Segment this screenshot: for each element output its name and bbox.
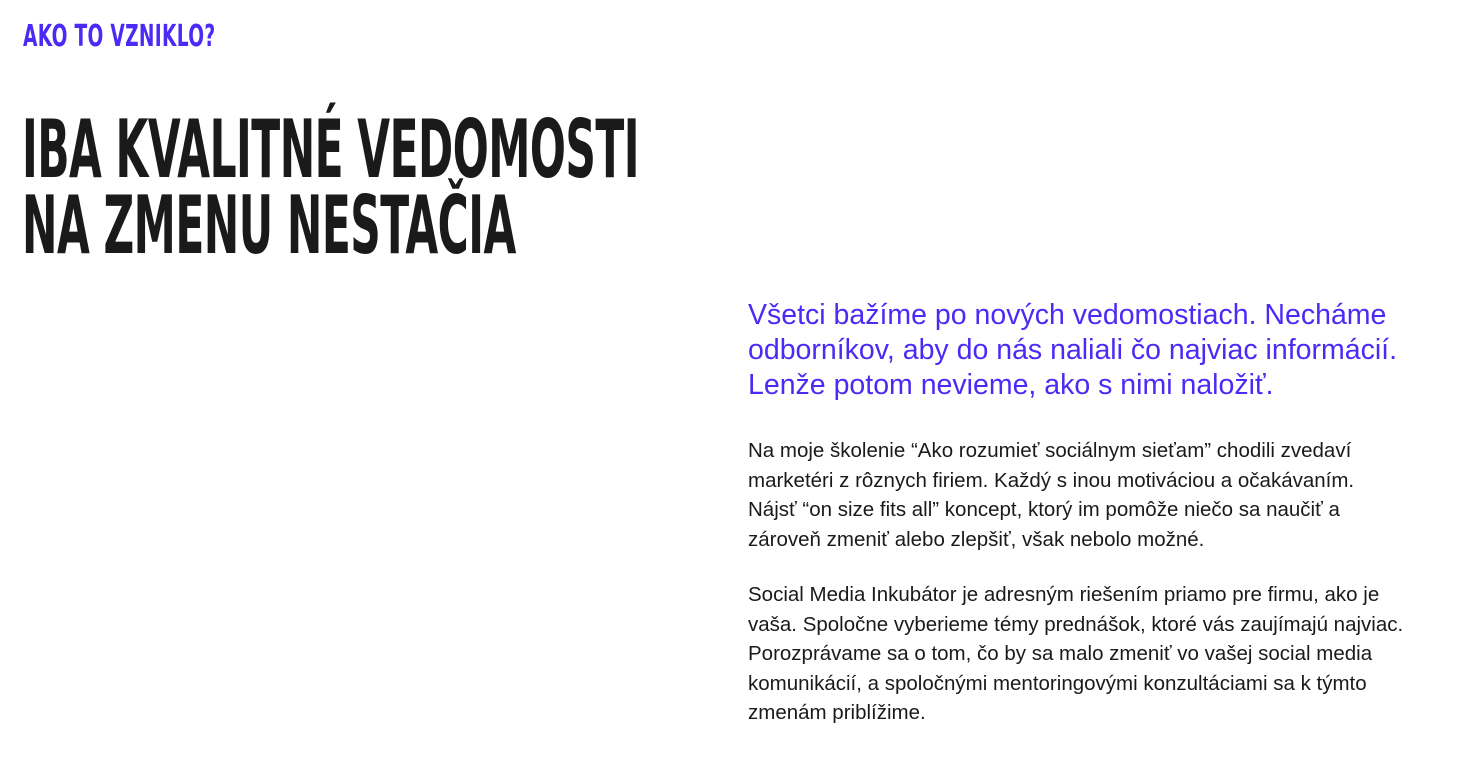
body-line: Social Media Inkubátor je adresným riešením priamo pre firmu, ako je (748, 583, 1380, 606)
headline-line: NA ZMENU NESTAČIA (22, 179, 516, 272)
body-line: zmenám priblížime. (748, 701, 926, 724)
lead-line: Lenže potom nevieme, ako s nimi naložiť. (748, 369, 1274, 401)
body-line: Porozprávame sa o tom, čo by sa malo zmeniť vo vašej social media (748, 642, 1373, 665)
body-paragraph-2 (748, 580, 1458, 728)
body-line: marketéri z rôznych firiem. Každý s inou motiváciou a očakávaním. (748, 468, 1355, 492)
lead-paragraph (748, 298, 1458, 403)
body-line: Nájsť “on size fits all” koncept, ktorý im pomôže niečo sa naučiť a (748, 498, 1340, 521)
lead-line: odborníkov, aby do nás naliali čo najviac informácií. (748, 334, 1397, 366)
body-line: zároveň zmeniť alebo zlepšiť, však nebolo možné. (748, 527, 1205, 551)
body-line: komunikácií, a spoločnými mentoringovými konzultáciami sa k týmto (748, 671, 1367, 695)
lead-line: Všetci bažíme po nových vedomostiach. Necháme (748, 299, 1387, 331)
body-line: Na moje školenie “Ako rozumieť sociálnym sieťam” chodili zvedaví (748, 439, 1352, 462)
body-line: vaša. Spoločne vyberieme témy prednášok, ktoré vás zaujímajú najviac. (748, 612, 1404, 636)
headline-line: IBA KVALITNÉ VEDOMOSTI (22, 103, 640, 196)
section-headline (22, 103, 640, 272)
body-paragraph-1 (748, 436, 1458, 554)
section-eyebrow: AKO TO VZNIKLO? (23, 19, 216, 54)
